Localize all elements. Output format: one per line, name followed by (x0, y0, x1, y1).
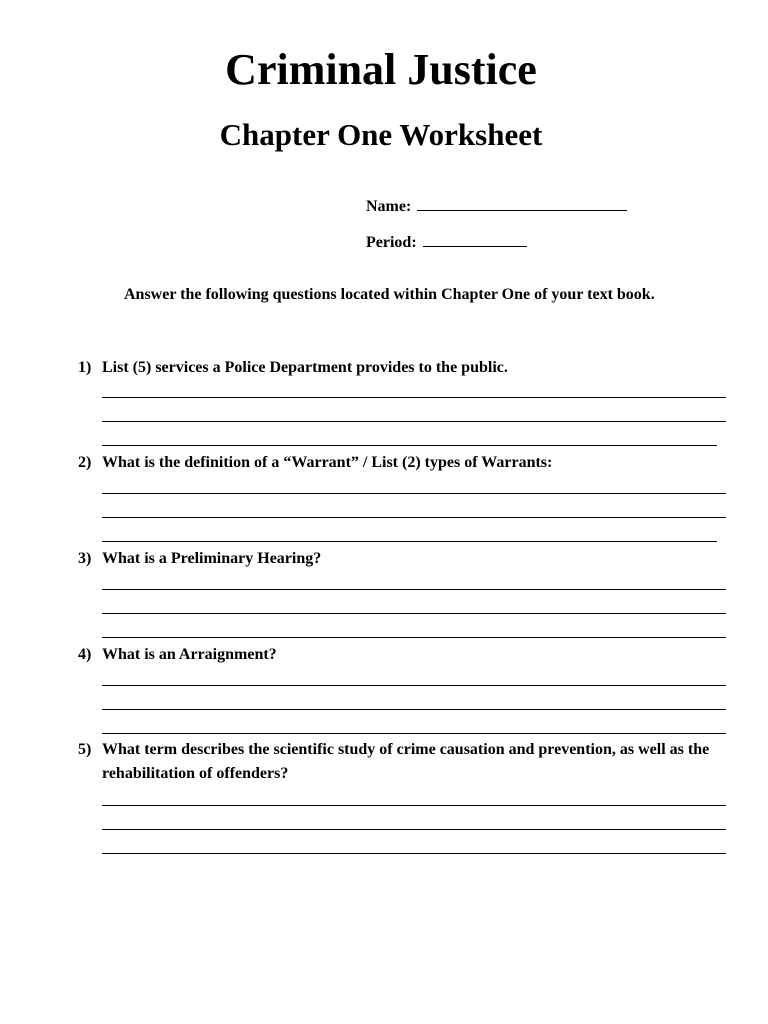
answer-line[interactable] (102, 637, 726, 638)
answer-line[interactable] (102, 589, 726, 590)
question-number: 1) (78, 359, 92, 376)
question-text: What term describes the scientific study of crime causation and prevention, as well as the rehabilitation of offenders? (102, 741, 710, 782)
answer-line[interactable] (102, 613, 726, 614)
question-1 (78, 356, 728, 380)
question-text: What is an Arraignment? (102, 646, 277, 663)
name-label: Name: (366, 198, 412, 215)
answer-line[interactable] (102, 805, 726, 806)
answer-line[interactable] (102, 709, 726, 710)
answer-line[interactable] (102, 541, 717, 542)
question-number: 5) (78, 741, 92, 758)
question-2 (78, 451, 728, 475)
page-subtitle: Chapter One Worksheet (219, 117, 543, 152)
page-title: Criminal Justice (225, 45, 537, 94)
period-label: Period: (366, 234, 417, 251)
question-number: 4) (78, 646, 92, 663)
answer-line[interactable] (102, 517, 726, 518)
answer-line[interactable] (102, 445, 717, 446)
question-4 (78, 643, 728, 667)
question-3 (78, 547, 728, 571)
answer-line[interactable] (102, 397, 726, 398)
question-number: 3) (78, 550, 92, 567)
answer-line[interactable] (102, 733, 726, 734)
answer-line[interactable] (102, 829, 726, 830)
period-field (350, 210, 527, 273)
answer-line[interactable] (102, 493, 726, 494)
instructions-text: Answer the following questions located within Chapter One of your text book. (124, 286, 655, 303)
question-text: What is a Preliminary Hearing? (102, 550, 322, 567)
question-text: List (5) services a Police Department provides to the public. (102, 359, 508, 376)
answer-line[interactable] (102, 685, 726, 686)
answer-line[interactable] (102, 853, 726, 854)
question-number: 2) (78, 454, 92, 471)
answer-line[interactable] (102, 421, 726, 422)
period-blank[interactable] (423, 230, 527, 247)
name-blank[interactable] (417, 194, 627, 211)
question-text: What is the definition of a “Warrant” / List (2) types of Warrants: (102, 454, 553, 471)
question-5 (78, 738, 728, 786)
